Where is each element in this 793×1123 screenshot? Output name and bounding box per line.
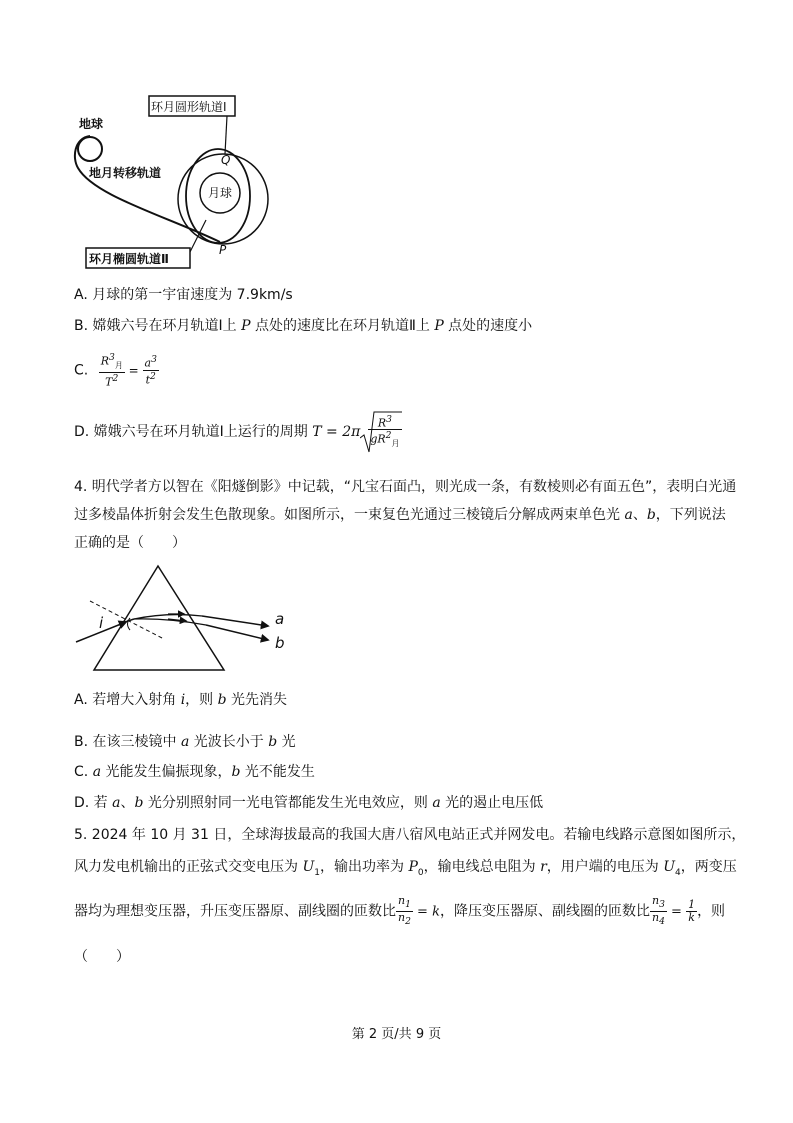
circular-orbit-label: 环月圆形轨道Ⅰ [151,100,227,114]
ray-a-label: a [275,610,285,628]
q4-option-c: C. a 光能发生偏振现象，b 光不能发生 [74,764,315,780]
prism-figure [72,562,292,680]
q3-option-c: C. $\frac{R^3_月}{T^2}$ = $\frac{a^3}{t^2}$ [74,352,157,389]
q5-stem-line-1: 5. 2024 年 10 月 31 日，全球海拔最高的我国大唐八宿风电站正式并网发电。若输电线路示意图如图所示， [74,827,746,843]
ratio-one-over-k: $\frac{1}{k}$ [688,898,696,925]
angle-i-label: i [99,614,104,632]
page-footer: 第 2 页/共 9 页 [351,1027,442,1042]
q4-option-d: D. 若 a、b 光分别照射同一光电管都能发生光电效应，则 a 光的遏止电压低 [74,795,544,811]
elliptical-orbit-label: 环月椭圆轨道Ⅱ [89,252,169,266]
earth-label: 地球 [79,117,104,131]
transfer-orbit-path [75,136,220,242]
q3-option-d: D. 嫦娥六号在环月轨道Ⅰ上运行的周期 T = 2π $\frac{R^3}{gR^2_月}$ [74,410,436,454]
option-c-rhs-fraction: $\frac{a^3}{t^2}$ [144,354,157,387]
q5-stem-line-2: 风力发电机输出的正弦式交变电压为 $U_1$，输出功率为 $P_0$，输电线总电阻为 r，用户端的电压为 $U_4$，两变压 [74,859,737,878]
point-q-label: Q [221,153,231,167]
q4-stem-line-2: 过多棱晶体折射会发生色散现象。如图所示，一束复色光通过三棱镜后分解成两束单色光 a、b，下列说法 [74,507,726,523]
transfer-orbit-label: 地月转移轨道 [89,166,162,180]
option-c-lhs-fraction: $\frac{R^3_月}{T^2}$ [100,352,123,389]
point-p-label: P [219,243,227,257]
q4-stem-line-3: 正确的是（ ） [74,535,186,551]
ray-b-label: b [275,634,285,652]
q5-stem-line-3: 器均为理想变压器，升压变压器原、副线圈的匝数比 $\frac{n_1}{n_2}$ = k，降压变压器原、副线圈的匝数比 $\frac{n_3}{n_4}$ = $\frac{1}{k}$ ，则 [74,894,726,928]
q3-option-b: B. 嫦娥六号在环月轨道Ⅰ上 P 点处的速度比在环月轨道Ⅱ上 P 点处的速度小 [74,318,533,334]
q3-option-a: A. 月球的第一宇宙速度为 7.9km/s [74,287,293,303]
ray-b-out [206,625,268,640]
q4-option-a: A. 若增大入射角 i，则 b 光先消失 [74,692,288,708]
q4-option-b: B. 在该三棱镜中 a 光波长小于 b 光 [74,734,296,750]
ray-a-out [202,616,268,626]
prism-triangle [94,566,224,670]
q5-answer-bracket: （ ） [74,949,130,965]
moon-label: 月球 [208,186,233,200]
q4-stem-line-1: 4. 明代学者方以智在《阳燧倒影》中记载，“凡宝石面凸，则光成一条，有数棱则必有面五色”，表明白光通 [74,479,737,495]
period-formula: T = 2π $\frac{R^3}{gR^2_月}$ [312,410,435,454]
ratio-n3-n4: $\frac{n_3}{n_4}$ [651,894,665,928]
ratio-n1-n2: $\frac{n_1}{n_2}$ [398,894,411,928]
orbit-figure [70,92,280,272]
